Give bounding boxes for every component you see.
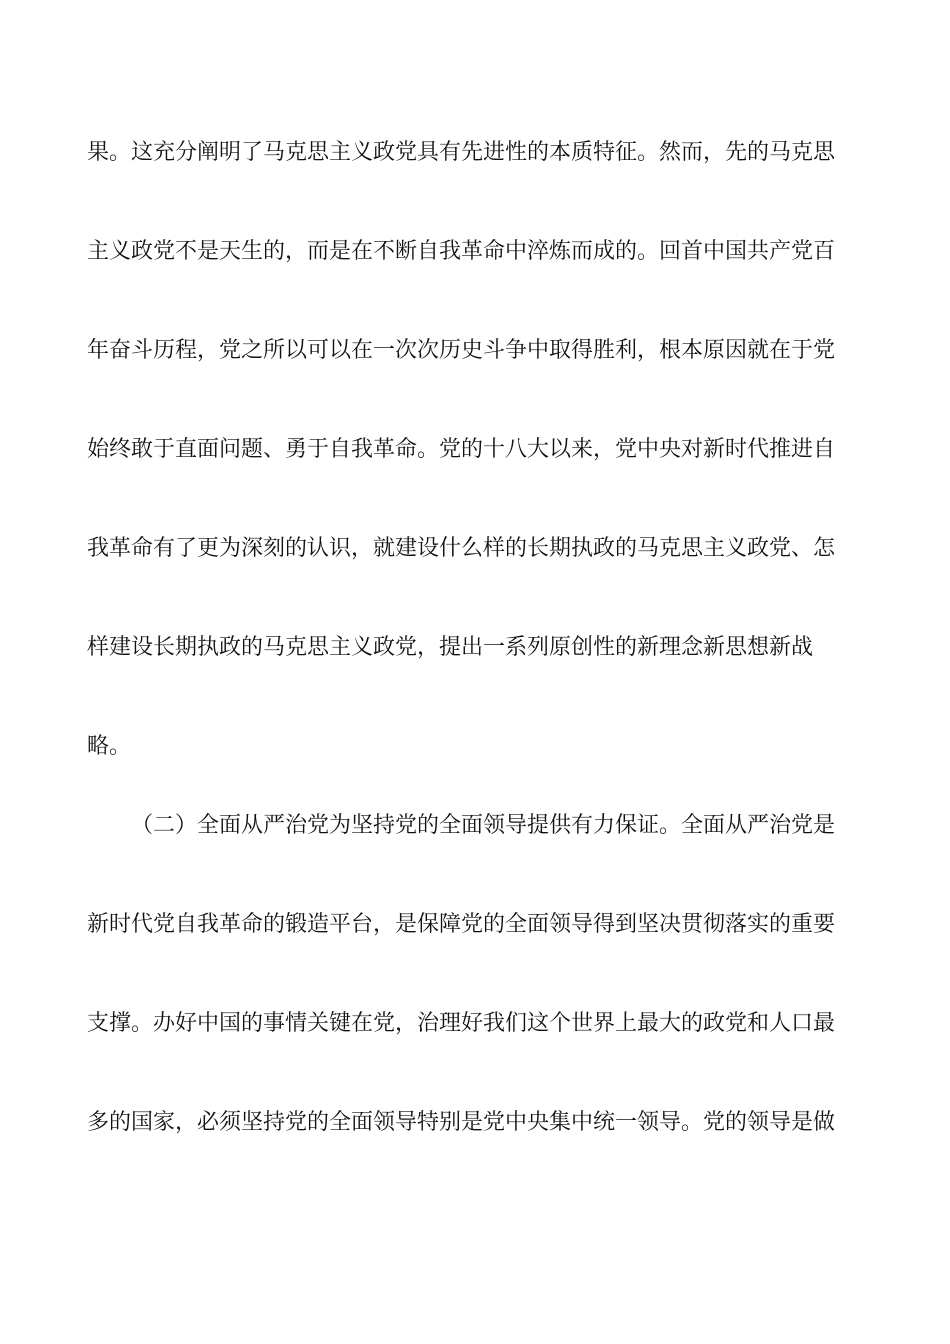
text-line: 略。: [87, 734, 132, 759]
text-line: 始终敢于直面问题、勇于自我革命。党的十八大以来，党中央对新时代推进自: [87, 437, 836, 462]
text-line: 样建设长期执政的马克思主义政党，提出一系列原创性的新理念新思想新战: [87, 635, 814, 660]
text-line: 我革命有了更为深刻的认识，就建设什么样的长期执政的马克思主义政党、怎: [87, 536, 836, 561]
text-line: 年奋斗历程，党之所以可以在一次次历史斗争中取得胜利，根本原因就在于党: [87, 338, 836, 363]
text-line: 主义政党不是天生的，而是在不断自我革命中淬炼而成的。回首中国共产党百: [87, 239, 836, 264]
text-line: 支撑。办好中国的事情关键在党，治理好我们这个世界上最大的政党和人口最: [87, 1011, 836, 1036]
text-line: 新时代党自我革命的锻造平台，是保障党的全面领导得到坚决贯彻落实的重要: [87, 912, 836, 937]
text-line: 果。这充分阐明了马克思主义政党具有先进性的本质特征。然而，先的马克思: [87, 140, 836, 165]
text-line: 多的国家，必须坚持党的全面领导特别是党中央集中统一领导。党的领导是做: [87, 1110, 836, 1135]
section-heading-line: （二）全面从严治党为坚持党的全面领导提供有力保证。全面从严治党是: [131, 813, 836, 838]
